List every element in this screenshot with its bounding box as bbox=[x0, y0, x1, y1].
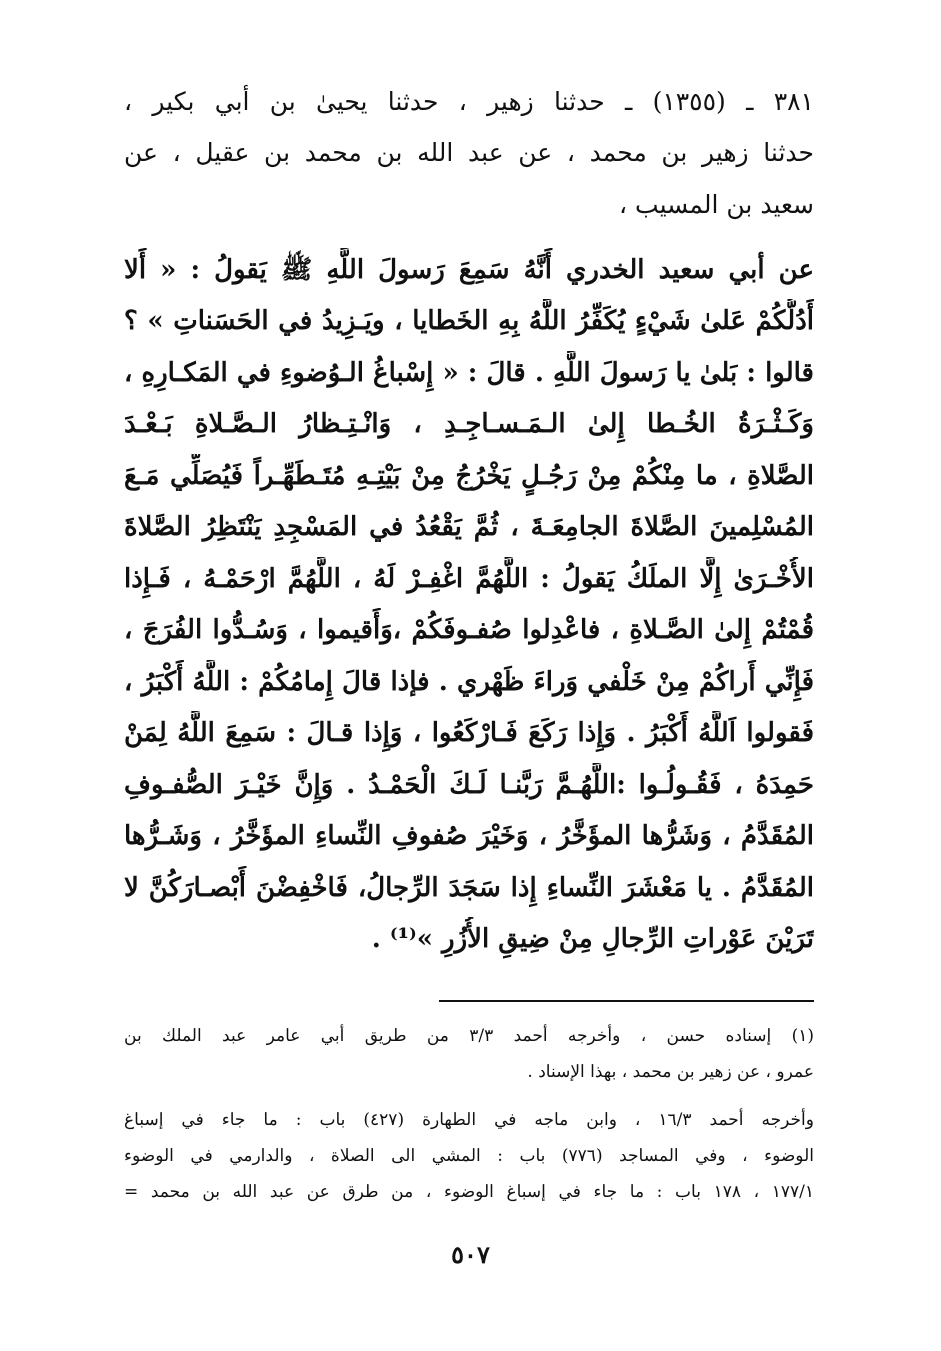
hadith-line: المُقَدَّمُ . يا مَعْشَرَ النِّساءِ إِذا سَجَدَ الرِّجالُ، فَاخْفِضْنَ أَبْصـارَكُنَّ لا bbox=[124, 873, 814, 903]
hadith-line: قُمْتُمْ إِلىٰ الصَّـلاةِ ، فاعْدِلوا صُفـوفَكُمْ ،وَأَقيموا ، وَسُـدُّوا الفُرَجَ ، bbox=[124, 615, 814, 645]
footnote-line: وأخرجه أحمد ١٦/٣ ، وابن ماجه في الطهارة (٤٢٧) باب : ما جاء في إسباغ bbox=[124, 1110, 814, 1130]
isnad-line: ٣٨١ ـ (١٣٥٥) ـ حدثنا زهير ، حدثنا يحيىٰ بن أبي بكير ، bbox=[124, 87, 814, 116]
hadith-line: الأُخْـرَىٰ إِلَّا الملَكُ يَقولُ : اللَّهُمَّ اغْفِـرْ لَهُ ، اللَّهُمَّ ارْحَمْـهُ ، فَـإِذا bbox=[124, 564, 814, 594]
hadith-line: فَإِنِّي أَراكُمْ مِنْ خَلْفي وَراءَ ظَهْري . فإذا قالَ إِمامُكُمْ : اللَّهُ أَكْبَرُ ، bbox=[124, 667, 814, 697]
hadith-line: أَدُلُّكُمْ عَلىٰ شَيْءٍ يُكَفِّرُ اللَّهُ بِهِ الخَطايا ، ويَـزِيدُ في الحَسَناتِ » ؟ bbox=[124, 306, 814, 336]
hadith-line: تَرَيْنَ عَوْراتِ الرِّجالِ مِنْ ضِيقِ الأُزُرِ »⁽¹⁾ . bbox=[371, 924, 814, 954]
footnote-line: ١٧٧/١ ، ١٧٨ باب : ما جاء في إسباغ الوضوء ، من طرق عن عبد الله بن محمد = bbox=[124, 1182, 814, 1202]
isnad-line: سعيد بن المسيب ، bbox=[619, 190, 814, 219]
page-number: ٥٠٧ bbox=[451, 1240, 490, 1269]
hadith-line: عن أبي سعيد الخدري أَنَّهُ سَمِعَ رَسولَ اللَّهِ ﷺ يَقولُ : « أَلا bbox=[124, 255, 814, 285]
isnad-line: حدثنا زهير بن محمد ، عن عبد الله بن محمد بن عقيل ، عن bbox=[124, 138, 814, 167]
footnote-separator bbox=[439, 1000, 814, 1002]
hadith-line: فَقولوا اَللَّهُ أَكْبَرُ . وَإِذا رَكَعَ فَـارْكَعُوا ، وَإِذا قـالَ : سَمِعَ اللَّهُ لِمَنْ bbox=[124, 718, 814, 748]
hadith-line: المُقَدَّمُ ، وَشَرُّها المؤَخَّرُ ، وَخَيْرَ صُفوفِ النِّساءِ المؤَخَّرُ ، وَشَـرُّها bbox=[124, 821, 814, 851]
hadith-line: الصَّلاةِ ، ما مِنْكُمْ مِنْ رَجُـلٍ يَخْرُجُ مِنْ بَيْتِـهِ مُتَـطَهِّـراً فَيُصَلِّي مَـعَ bbox=[124, 461, 814, 491]
hadith-line: قالوا : بَلىٰ يا رَسولَ اللَّهِ . قالَ : « إِسْباغُ الـوُضوءِ في المَكـارِهِ ، bbox=[124, 358, 814, 388]
hadith-line: وَكَـثْـرَةُ الخُـطا إِلىٰ الـمَـسـاجِـدِ ، وَانْـتِـظارُ الـصَّـلاةِ بَـعْـدَ bbox=[124, 409, 814, 439]
footnote-line: (١) إسناده حسن ، وأخرجه أحمد ٣/٣ من طريق أبي عامر عبد الملك بن bbox=[124, 1026, 814, 1046]
footnote-line: الوضوء ، وفي المساجد (٧٧٦) باب : المشي الى الصلاة ، والدارمي في الوضوء bbox=[124, 1146, 814, 1166]
hadith-line: حَمِدَهُ ، فَقُـولُـوا :اللَّهُـمَّ رَبَّنـا لَـكَ الْحَمْـدُ . وَإِنَّ خَيْـرَ الصُّفـوفِ bbox=[124, 770, 814, 800]
hadith-line: المُسْلِمينَ الصَّلاةَ الجامِعَـةَ ، ثُمَّ يَقْعُدُ في المَسْجِدِ يَنْتَظِرُ الصَّلاةَ bbox=[124, 512, 814, 542]
footnote-line: عمرو ، عن زهير بن محمد ، بهذا الإسناد . bbox=[527, 1062, 814, 1082]
